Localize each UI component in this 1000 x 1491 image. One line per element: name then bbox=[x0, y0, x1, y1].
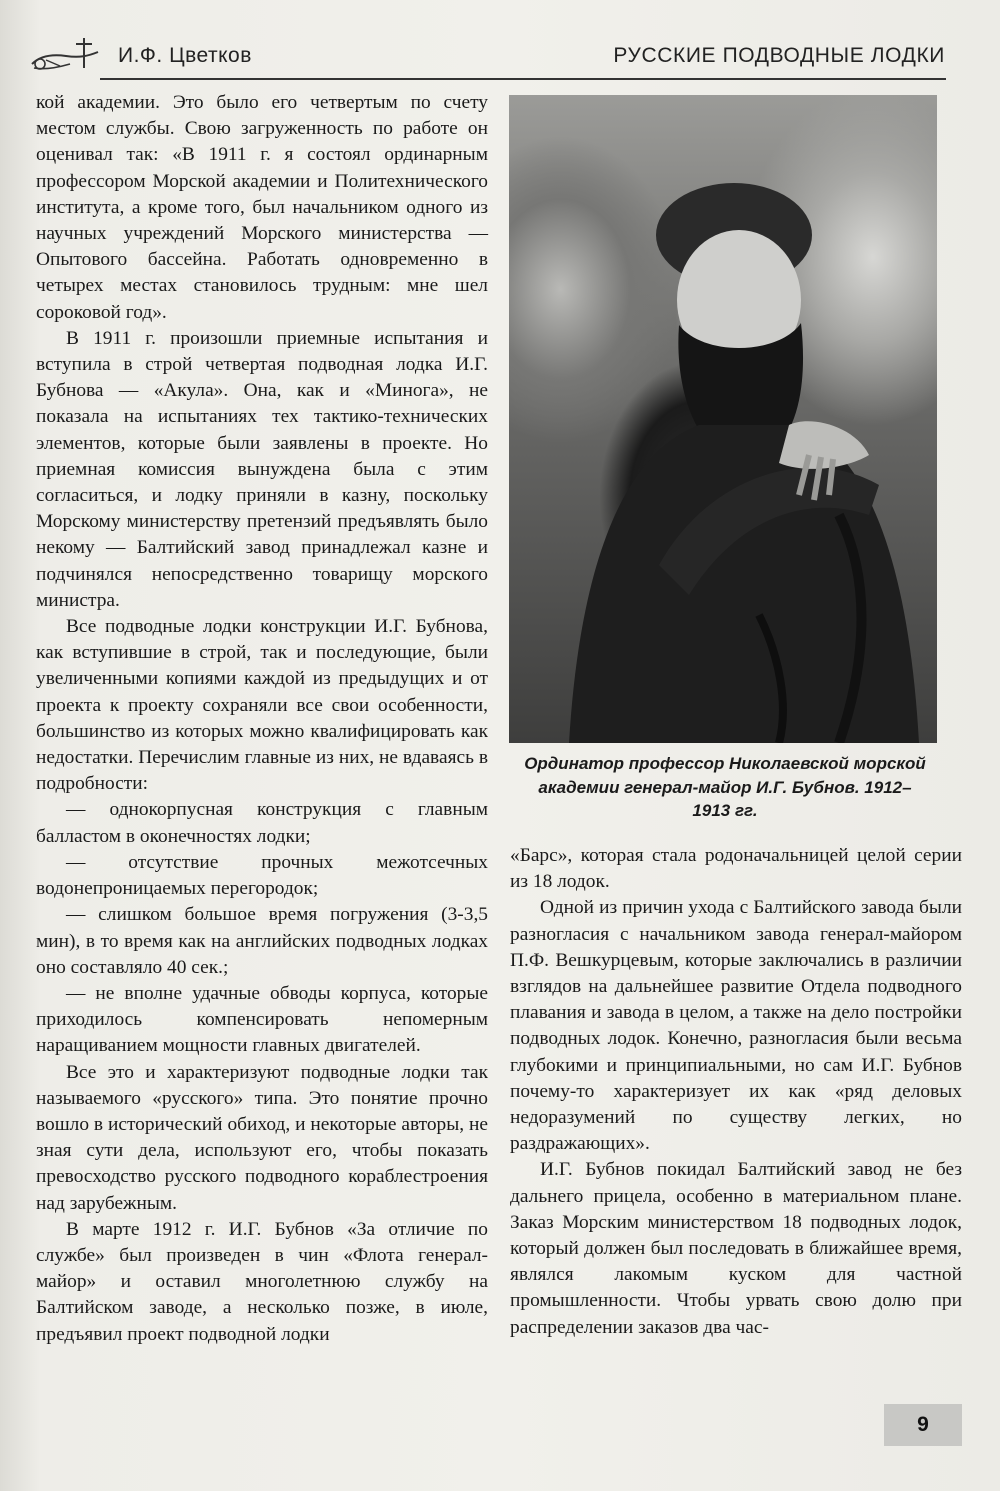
photo-caption: Ординатор профессор Николаевской морской академии генерал-майор И.Г. Бубнов. 1912–1913 гг. bbox=[524, 754, 926, 820]
paragraph: кой академии. Это было его четвертым по счету местом службы. Свою загруженность по работе он оценивал так: «В 1911 г. я состоял ординарным профессором Морской академии и Политехнического института, а кроме того, был начальником одного из научных учреждений Морского министерства — Опытового бассейна. Работать одновременно в четырех местах становилось трудным: мне шел сороковой год». bbox=[36, 92, 488, 323]
right-text-column bbox=[510, 843, 962, 1341]
paragraph: Все это и характеризуют подводные лодки так называемого «русского» типа. Это понятие прочно вошло в исторический обиход, и некоторые авторы, не зная сути дела, используют его, чтобы показать превосходство русского подводного кораблестроения над зарубежным. bbox=[36, 1061, 488, 1214]
paragraph: В 1911 г. произошли приемные испытания и вступила в строй четвертая подводная лодка И.Г. Бубнова — «Акула». Она, как и «Минога», не показала на испытаниях тех тактико-технических элементов, которые были заявлены в проекте. Но приемная комиссия вынуждена была с этим согласиться, и лодку приняли в казну, поскольку Морскому министерству претензий предъявлять было некому — Балтийский завод принадлежал казне и подчинялся непосредственно товарищу морского министра. bbox=[36, 327, 488, 611]
paragraph: Одной из причин ухода с Балтийского завода были разногласия с начальником завода генерал-майором П.Ф. Вешкурцевым, которые заключались в различии взглядов на дальнейшее развитие Отдела подводного плавания и завода в целом, а также на дело постройки подводных лодок. Конечно, разногласия были весьма глубокими и принципиальными, но сам И.Г. Бубнов почему-то характеризует их как «ряд деловых недоразумений по существу легких, но раздражающих». bbox=[510, 897, 962, 1155]
paragraph: И.Г. Бубнов покидал Балтийский завод не без дальнего прицела, особенно в материальном плане. Заказ Морским министерством 18 подводных лодок, который должен был последовать в ближайшее время, являлся лакомым куском для частной промышленности. Чтобы урвать свою долю при распределении заказов два час- bbox=[510, 1159, 962, 1338]
paragraph: «Барс», которая стала родоначальницей целой серии из 18 лодок. bbox=[510, 845, 962, 893]
list-item: — слишком большое время погружения (3-3,5 мин), в то время как на английских подводных лодках оно составляло 40 сек.; bbox=[36, 904, 488, 978]
portrait-figure-icon bbox=[509, 95, 937, 743]
header-rule bbox=[100, 78, 946, 80]
left-text-column bbox=[36, 90, 488, 1348]
list-item: — однокорпусная конструкция с главным балластом в оконечностях лодки; bbox=[36, 799, 488, 847]
anchor-emblem-icon bbox=[26, 34, 106, 76]
running-head-author: И.Ф. Цветков bbox=[118, 44, 252, 67]
portrait-photo bbox=[509, 95, 937, 743]
list-item: — отсутствие прочных межотсечных водонепроницаемых перегородок; bbox=[36, 851, 488, 900]
list-item: — не вполне удачные обводы корпуса, которые приходилось компенсировать непомерным наращиванием мощности главных двигателей. bbox=[36, 982, 488, 1057]
running-head-title: РУССКИЕ ПОДВОДНЫЕ ЛОДКИ bbox=[613, 44, 945, 67]
paragraph: Все подводные лодки конструкции И.Г. Бубнова, как вступившие в строй, так и последующие, были увеличенными копиями каждой из предыдущих и от проекта к проекту сохраняли все свои особенности, большинство из которых можно квалифицировать как недостатки. Перечислим главные из них, не вдаваясь в подробности: bbox=[36, 616, 488, 795]
paragraph: В марте 1912 г. И.Г. Бубнов «За отличие по службе» был произведен в чин «Флота генерал-майор» и оставил многолетнюю службу на Балтийском заводе, а несколько позже, в июле, предъявил проект подводной лодки bbox=[36, 1218, 488, 1345]
page-number: 9 bbox=[884, 1404, 962, 1446]
